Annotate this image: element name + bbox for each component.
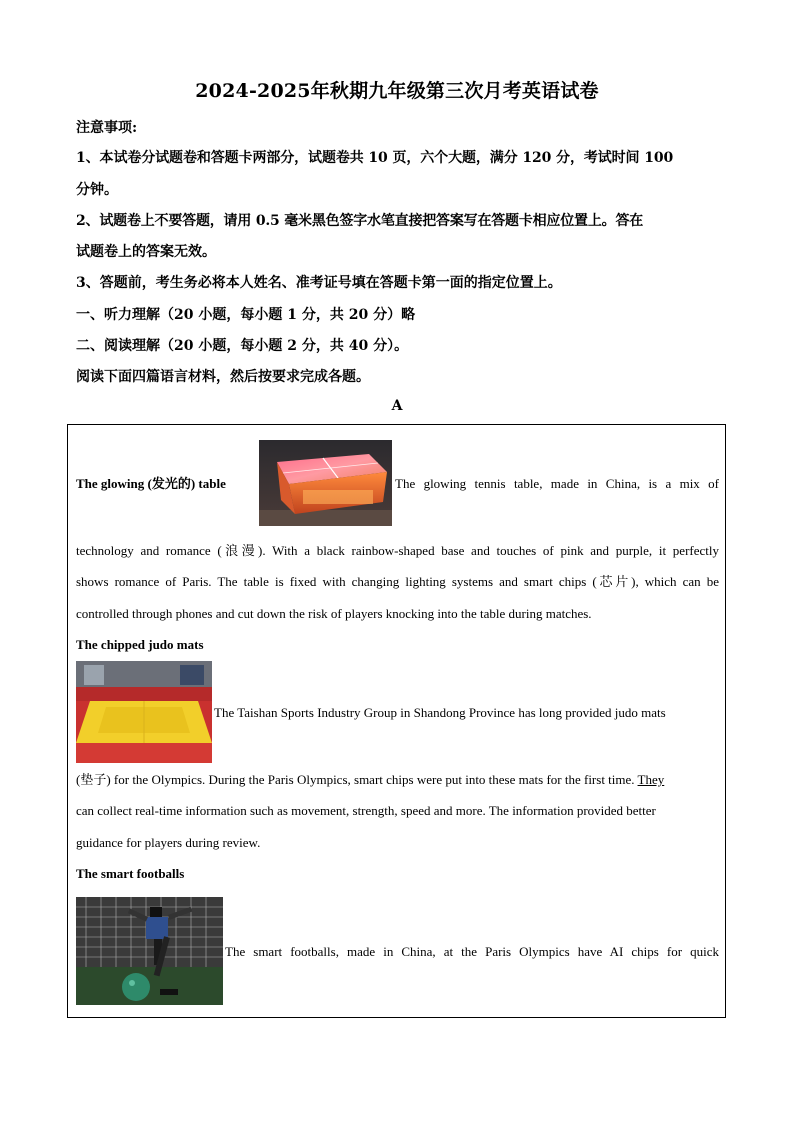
reading-instruction: 阅读下面四篇语言材料，然后按要求完成各题。	[76, 369, 370, 385]
note-item-1b: 分钟。	[76, 182, 118, 198]
item2-line4: guidance for players during review.	[76, 835, 261, 850]
item3-heading: The smart footballs	[76, 866, 185, 881]
section-reading: 二、阅读理解（20 小题，每小题 2 分，共 40 分）。	[76, 338, 409, 354]
item1-line2: technology and romance (浪漫). With a black rainbow-shaped base and touches of pink and purple, it perfectly	[76, 543, 719, 558]
page-title: 2024-2025年秋期九年级第三次月考英语试卷	[195, 80, 599, 102]
item1-heading: The glowing (发光的) table	[76, 476, 226, 491]
judo-mats-image	[76, 661, 212, 763]
item1-line3: shows romance of Paris. The table is fixed with changing lighting systems and smart chips (芯片), which can be	[76, 574, 719, 589]
section-listening: 一、听力理解（20 小题，每小题 1 分，共 20 分）略	[76, 307, 416, 323]
item1-line1: The glowing tennis table, made in China, is a mix of	[395, 476, 719, 491]
item1-line4: controlled through phones and cut down the risk of players knocking into the table during matches.	[76, 606, 592, 621]
note-item-2a: 2、试题卷上不要答题，请用 0.5 毫米黑色签字水笔直接把答案写在答题卡相应位置上。答在	[76, 213, 644, 229]
note-item-3: 3、答题前，考生务必将本人姓名、准考证号填在答题卡第一面的指定位置上。	[76, 275, 562, 291]
item2-underlined-word: They	[637, 772, 665, 787]
item2-line2	[76, 771, 664, 789]
notes-heading: 注意事项:	[76, 120, 138, 136]
glowing-table-image	[259, 440, 392, 526]
note-item-1a: 1、本试卷分试题卷和答题卡两部分，试题卷共 10 页，六个大题，满分 120 分，考试时间 100	[76, 150, 674, 166]
item2-heading: The chipped judo mats	[76, 637, 204, 652]
note-item-2b: 试题卷上的答案无效。	[76, 244, 216, 260]
smart-football-robot-image	[76, 897, 223, 1005]
item3-line1: The smart footballs, made in China, at the Paris Olympics have AI chips for quick	[225, 944, 719, 959]
item2-line1: The Taishan Sports Industry Group in Shandong Province has long provided judo mats	[214, 705, 666, 720]
item2-line2-text: (垫子) for the Olympics. During the Paris Olympics, smart chips were put into these mats for the first time.	[76, 772, 635, 787]
passage-label: A	[391, 398, 403, 414]
passage-box	[67, 424, 726, 1018]
item2-line3: can collect real-time information such as movement, strength, speed and more. The information provided better	[76, 803, 656, 818]
